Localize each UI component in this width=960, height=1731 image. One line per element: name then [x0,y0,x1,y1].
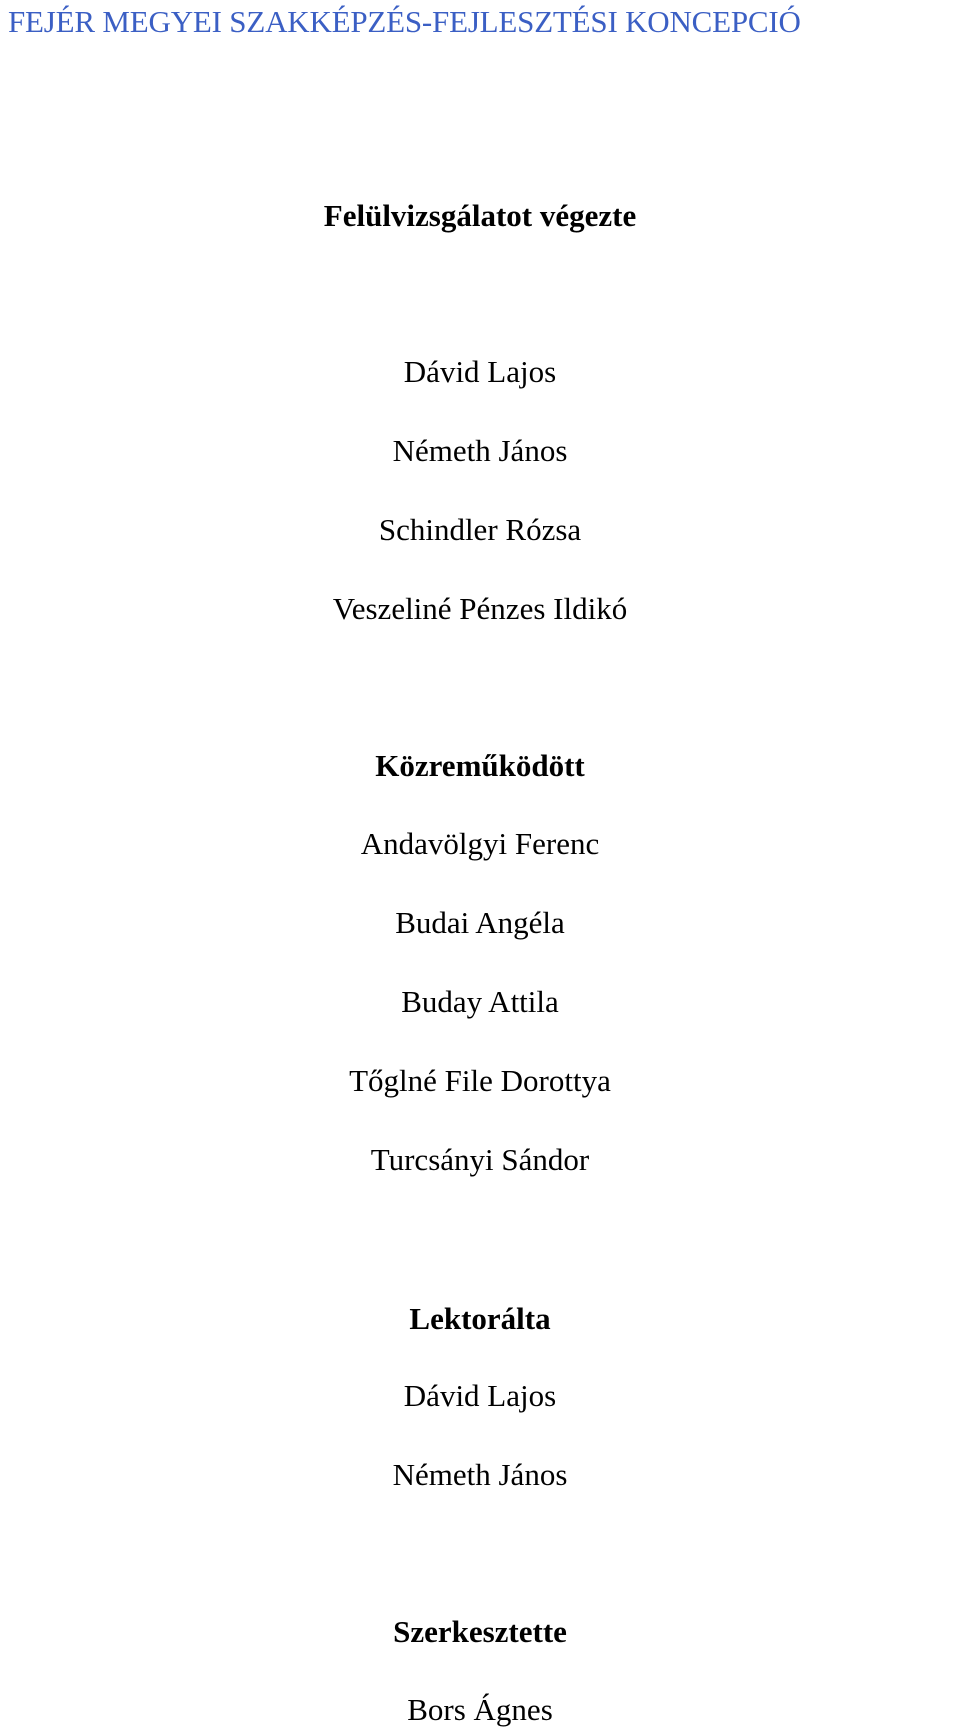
name-line: Schindler Rózsa [378,512,582,547]
name-line: Turcsányi Sándor [370,1142,590,1177]
name-line: Veszeliné Pénzes Ildikó [332,591,628,626]
section-heading: Szerkesztette [393,1614,567,1649]
section-heading: Felülvizsgálatot végezte [323,198,637,233]
section-heading: Lektorálta [409,1301,551,1336]
name-line: Andavölgyi Ferenc [360,826,600,861]
name-line: Dávid Lajos [403,1378,557,1413]
name-line: Németh János [392,1457,568,1492]
name-line: Buday Attila [401,984,559,1019]
name-line: Bors Ágnes [407,1692,553,1727]
document-header: FEJÉR MEGYEI SZAKKÉPZÉS-FEJLESZTÉSI KONCEPCIÓ [8,4,801,39]
name-line: Tőglné File Dorottya [349,1063,611,1098]
name-line: Dávid Lajos [403,354,557,389]
section-heading: Közreműködött [375,748,585,783]
name-line: Németh János [392,433,568,468]
name-line: Budai Angéla [395,905,565,940]
